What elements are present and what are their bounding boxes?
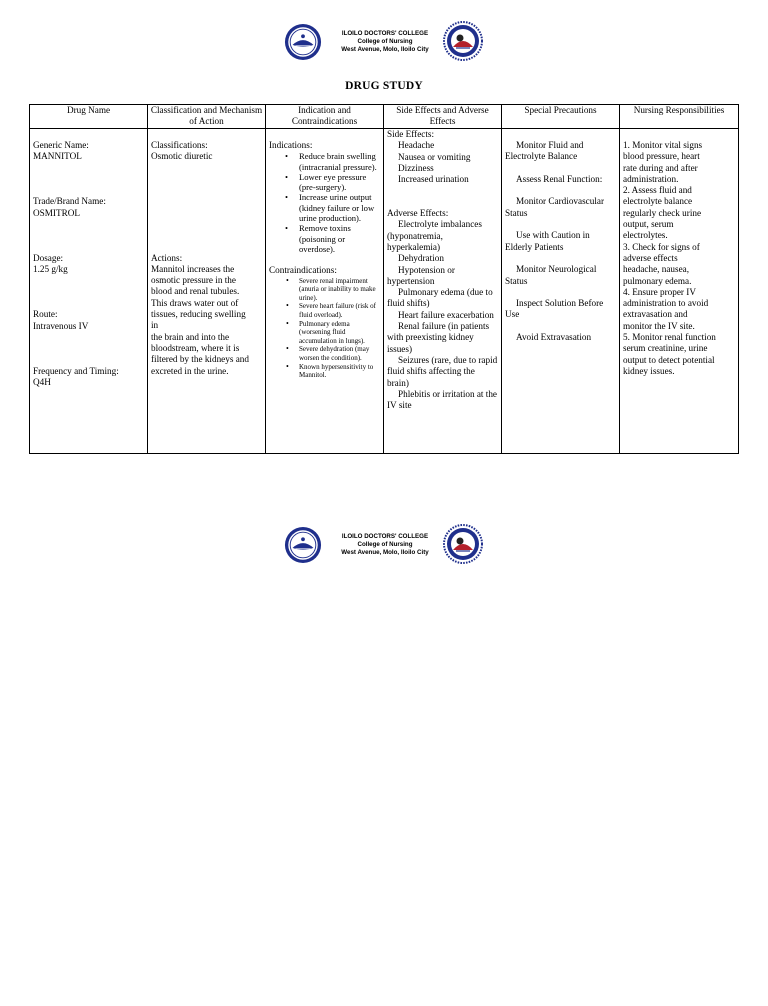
- college-address: West Avenue, Molo, Iloilo City: [341, 549, 429, 557]
- list-item: • Known hypersensitivity to Mannitol.: [299, 363, 380, 380]
- page-header-repeat: [0, 524, 768, 564]
- college-address: West Avenue, Molo, Iloilo City: [341, 46, 429, 54]
- precautions-cell: [502, 129, 620, 454]
- list-item: Dizziness: [398, 162, 434, 173]
- list-item: • Severe renal impairment (anuria or inability to make urine).: [299, 277, 380, 303]
- list-item: • Pulmonary edema (worsening fluid accumulation in lungs).: [299, 320, 380, 346]
- page-title: DRUG STUDY: [345, 80, 423, 92]
- list-item: Hypotension or hypertension: [387, 264, 455, 286]
- college-name: ILOILO DOCTORS' COLLEGE: [341, 533, 429, 540]
- list-item: Assess Renal Function:: [516, 173, 603, 184]
- generic-name-value: MANNITOL: [33, 151, 82, 162]
- list-item: • Reduce brain swelling (intracranial pressure).: [299, 151, 380, 172]
- list-item: Monitor Fluid and Electrolyte Balance: [505, 140, 584, 162]
- nursing-cell: [620, 129, 739, 454]
- side-effects-label: Side Effects:: [387, 129, 435, 139]
- list-item: Nausea or vomiting: [398, 151, 471, 162]
- list-item: Use with Caution in Elderly Patients: [505, 230, 590, 252]
- list-item: • Increase urine output (kidney failure or low urine production).: [299, 192, 380, 223]
- classification-value: Osmotic diuretic: [151, 151, 213, 162]
- column-header: Indication and Contraindications: [266, 105, 384, 129]
- route-label: Route:: [33, 309, 58, 320]
- contraindications-list: [269, 277, 380, 380]
- side-effects-cell: [384, 129, 502, 454]
- college-name: ILOILO DOCTORS' COLLEGE: [341, 30, 429, 37]
- nursing-seal-icon: [443, 21, 483, 61]
- brand-name-label: Trade/Brand Name:: [33, 196, 106, 207]
- frequency-label: Frequency and Timing:: [33, 365, 119, 376]
- list-item: Renal failure (in patients with preexisting kidney issues): [387, 321, 490, 354]
- actions-label: Actions:: [151, 252, 183, 263]
- adverse-effects-label: Adverse Effects:: [387, 208, 449, 219]
- frequency-value: Q4H: [33, 377, 51, 388]
- list-item: Pulmonary edema (due to fluid shifts): [387, 287, 493, 309]
- generic-name-label: Generic Name:: [33, 140, 89, 150]
- contraindications-label: Contraindications:: [269, 265, 337, 276]
- drug-study-table: [29, 104, 739, 454]
- list-item: Monitor Neurological Status: [505, 264, 597, 286]
- indications-label: Indications:: [269, 140, 313, 150]
- actions-text: Mannitol increases the osmotic pressure in the blood and renal tubules. This draws water out of tissues, reducing swelling in the brain and into the bloodstream, where it is filtered by the kidneys and excreted in the urine.: [151, 263, 249, 376]
- list-item: • Severe heart failure (risk of fluid overload).: [299, 302, 380, 319]
- column-header: Nursing Responsibilities: [620, 105, 739, 129]
- page-header: [0, 21, 768, 61]
- column-header: Side Effects and Adverse Effects: [384, 105, 502, 129]
- list-item: • Remove toxins (poisoning or overdose).: [299, 223, 380, 254]
- list-item: Phlebitis or irritation at the IV site: [387, 388, 498, 411]
- dosage-label: Dosage:: [33, 252, 64, 263]
- college-seal-icon: [284, 526, 322, 564]
- dosage-value: 1.25 g/kg: [33, 264, 68, 275]
- classification-cell: [148, 129, 266, 454]
- college-seal-icon: [284, 23, 322, 61]
- brand-name-value: OSMITROL: [33, 207, 80, 218]
- list-item: Heart failure exacerbation: [398, 309, 494, 320]
- college-info: [330, 30, 440, 55]
- nursing-seal-icon: [443, 524, 483, 564]
- column-header: Classification and Mechanism of Action: [148, 105, 266, 129]
- list-item: • Lower eye pressure (pre-surgery).: [299, 172, 380, 193]
- list-item: Inspect Solution Before Use: [505, 298, 604, 320]
- drug-name-cell: [30, 129, 148, 454]
- list-item: Dehydration: [398, 253, 444, 264]
- table-row: [30, 129, 739, 454]
- list-item: • Severe dehydration (may worsen the condition).: [299, 345, 380, 362]
- list-item: Electrolyte imbalances (hyponatremia, hyperkalemia): [387, 219, 482, 252]
- college-department: College of Nursing: [357, 541, 413, 549]
- classification-label: Classifications:: [151, 140, 208, 150]
- list-item: Seizures (rare, due to rapid fluid shifts affecting the brain): [387, 354, 498, 388]
- column-header: Special Precautions: [502, 105, 620, 129]
- indications-cell: [266, 129, 384, 454]
- list-item: Headache: [398, 140, 435, 151]
- list-item: Monitor Cardiovascular Status: [505, 196, 605, 218]
- nursing-text: 1. Monitor vital signs blood pressure, heart rate during and after administration. 2. Assess fluid and electrolyte balance regularly check urine output, serum electrolytes. 3. Check for signs of adverse effects headache, nausea, pulmonary edema. 4. Ensure proper IV administration to avoid extravasation and monitor the IV site. 5. Monitor renal function serum creatinine, urine output to detect potential kidney issues.: [623, 140, 716, 376]
- route-value: Intravenous IV: [33, 320, 89, 331]
- table-header-row: [30, 105, 739, 129]
- column-header: Drug Name: [30, 105, 148, 129]
- college-info: [330, 533, 440, 558]
- college-department: College of Nursing: [357, 38, 413, 46]
- list-item: Avoid Extravasation: [516, 332, 592, 343]
- indications-list: [269, 151, 380, 254]
- list-item: Increased urination: [398, 174, 469, 185]
